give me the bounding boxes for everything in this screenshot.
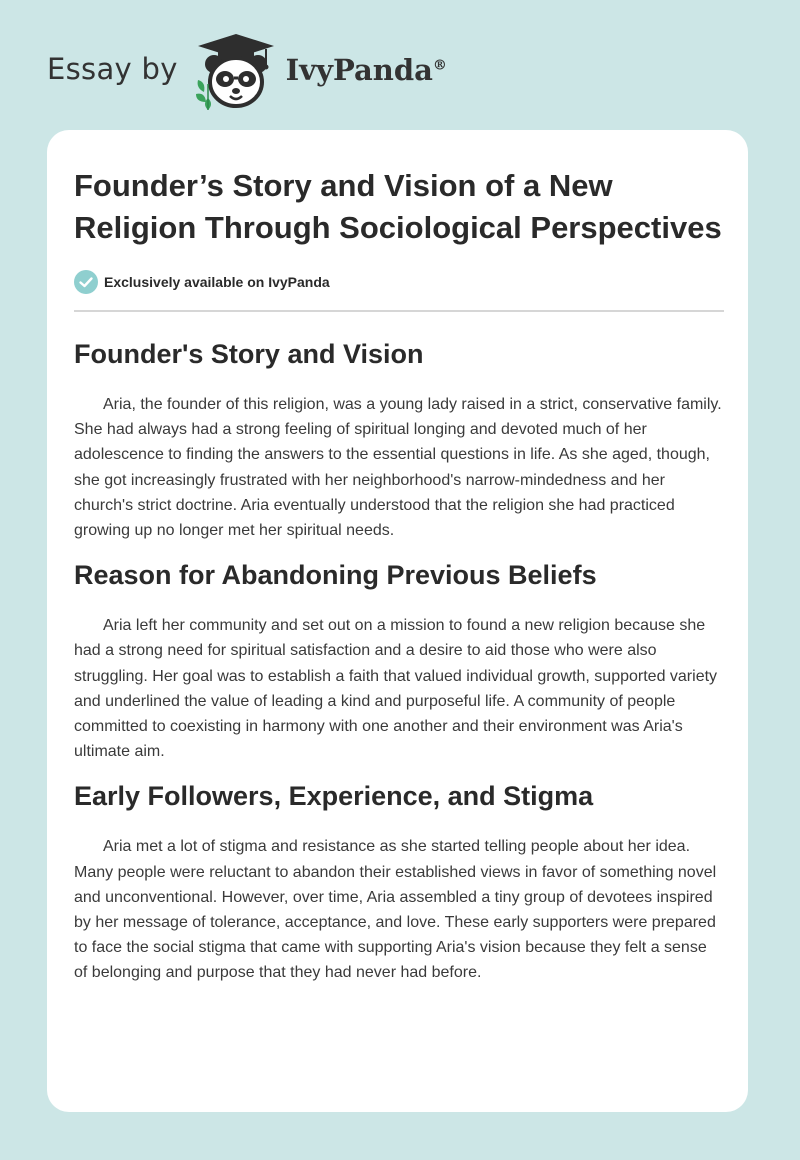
brand-name[interactable] [286, 53, 447, 87]
essay-content [74, 130, 724, 986]
title-divider [74, 310, 724, 312]
section-heading-reason: Reason for Abandoning Previous Beliefs [74, 560, 597, 591]
site-header [47, 32, 447, 112]
exclusive-badge [74, 270, 724, 294]
essay-title: Founder’s Story and Vision of a New Religion Through Sociological Perspectives [74, 168, 722, 245]
section-heading-early-followers: Early Followers, Experience, and Stigma [74, 781, 594, 812]
essay-card [47, 130, 748, 1112]
panda-logo-icon [190, 32, 282, 112]
section-body-early-followers: Aria met a lot of stigma and resistance as she started telling people about her idea. Many people were reluctant to abandon their established views in favor of something novel and unconventional. However, over time, Aria assembled a tiny group of devotees inspired by her message of tolerance, acceptance, and love. These early supporters were prepared to face the social stigma that came with supporting Aria's vision because they felt a sense of belonging and purpose that they had never had before. [74, 838, 717, 982]
exclusive-badge-label: Exclusively available on IvyPanda [104, 274, 330, 290]
section-body-founders-story: Aria, the founder of this religion, was a young lady raised in a strict, conservative family. She had always had a strong feeling of spiritual longing and devoted much of her adolescence to finding the answers to the essential questions in life. As she aged, though, she got increasingly frustrated with her neighborhood's narrow-mindedness and her church's strict doctrine. Aria eventually understood that the religion she had practiced growing up no longer met her spiritual needs. [74, 396, 722, 540]
brand-text: IvyPanda [285, 53, 433, 87]
essay-by-label: Essay by [47, 52, 178, 86]
registered-mark: ® [432, 57, 447, 74]
section-heading-founders-story: Founder's Story and Vision [74, 339, 424, 369]
section-body-reason: Aria left her community and set out on a mission to found a new religion because she had a strong need for spiritual satisfaction and a desire to aid those who were also struggling. Her goal was to establish a faith that valued individual growth, supported variety and underlined the value of leading a kind and purposeful life. A community of people committed to coexisting in harmony with one another and their environment was Aria's ultimate aim. [74, 617, 718, 761]
check-badge-icon [74, 270, 98, 294]
